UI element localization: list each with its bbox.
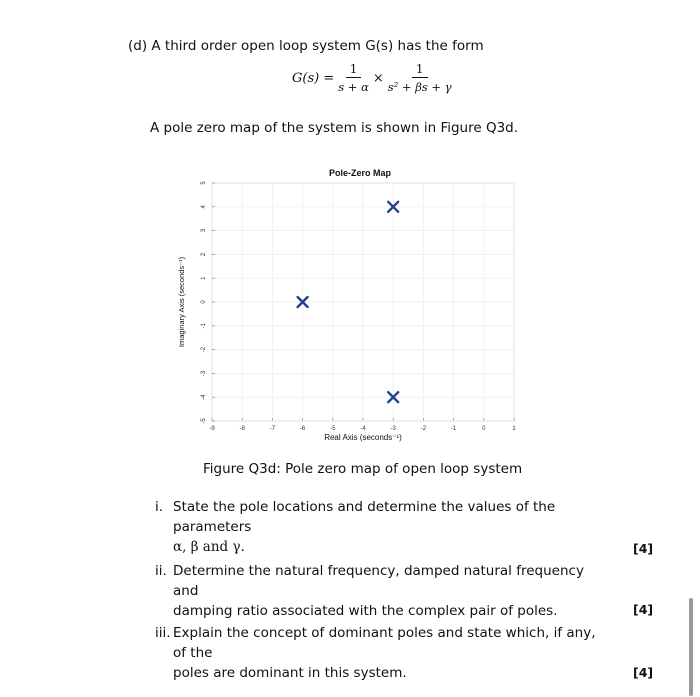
- y-tick-label: 3: [201, 228, 207, 233]
- fraction-2-numerator: 1: [412, 62, 428, 78]
- scrollbar[interactable]: [689, 598, 693, 696]
- item-3-marks: [4]: [633, 665, 654, 680]
- item-1-text-cont: α, β and γ.: [173, 539, 245, 555]
- item-3-number: iii.: [155, 625, 171, 641]
- transfer-function-formula: [292, 62, 456, 94]
- item-2-marks: [4]: [633, 602, 654, 617]
- fraction-2-denominator: s² + βs + γ: [387, 80, 452, 94]
- item-1-marks: [4]: [633, 541, 654, 556]
- x-tick-label: 1: [512, 426, 516, 432]
- y-tick-label: 2: [201, 252, 207, 257]
- question-item-1: [155, 497, 605, 557]
- y-tick-label: 1: [201, 276, 207, 280]
- fraction-1: [338, 62, 369, 94]
- item-2-text: Determine the natural frequency, damped natural frequency and: [173, 563, 584, 599]
- y-tick-labels: [201, 181, 207, 424]
- question-item-3: [155, 623, 605, 683]
- y-axis-label: Imaginary Axis (seconds⁻¹): [177, 256, 186, 348]
- question-heading: [128, 38, 484, 54]
- item-3-text: Explain the concept of dominant poles and state which, if any, of the: [173, 625, 596, 661]
- x-tick-label: -2: [420, 426, 427, 432]
- part-label: (d): [128, 38, 148, 54]
- intro-text: A pole zero map of the system is shown in Figure Q3d.: [150, 120, 519, 136]
- x-tick-label: 0: [482, 426, 486, 432]
- question-item-2: [155, 561, 605, 621]
- x-tick-label: -7: [269, 426, 276, 432]
- y-tick-label: -1: [201, 323, 207, 329]
- y-tick-label: 0: [201, 300, 207, 304]
- figure-caption: Figure Q3d: Pole zero map of open loop system: [203, 461, 523, 477]
- heading-text: A third order open loop system G(s) has the form: [151, 38, 484, 54]
- y-tick-label: 5: [201, 181, 207, 185]
- y-tick-label: -3: [201, 370, 207, 377]
- fraction-1-denominator: s + α: [338, 80, 369, 94]
- item-1-number: i.: [155, 499, 164, 515]
- x-tick-label: -6: [299, 426, 306, 432]
- item-2-text-cont: damping ratio associated with the complex pair of poles.: [173, 603, 558, 619]
- x-tick-label: -9: [209, 426, 215, 432]
- pole-zero-map: [170, 160, 530, 445]
- item-2-number: ii.: [155, 563, 167, 579]
- fraction-2: [388, 62, 452, 94]
- x-axis-label: Real Axis (seconds⁻¹): [324, 433, 402, 442]
- y-tick-label: -2: [201, 346, 207, 353]
- y-tick-label: 4: [201, 205, 207, 209]
- x-tick-label: -4: [360, 426, 366, 432]
- x-tick-label: -3: [390, 426, 396, 432]
- x-tick-labels: [209, 426, 516, 432]
- chart-title: Pole-Zero Map: [328, 168, 392, 178]
- x-tick-label: -8: [239, 426, 245, 432]
- formula-lhs: G(s) =: [292, 70, 335, 86]
- item-3-text-cont: poles are dominant in this system.: [173, 665, 407, 681]
- x-tick-label: -5: [330, 426, 336, 432]
- item-1-text: State the pole locations and determine the values of the parameters: [173, 499, 556, 535]
- y-tick-label: -4: [201, 394, 207, 400]
- y-tick-label: -5: [201, 418, 207, 424]
- fraction-1-numerator: 1: [346, 62, 362, 78]
- times-sign: ×: [372, 70, 384, 86]
- x-tick-label: -1: [450, 426, 457, 432]
